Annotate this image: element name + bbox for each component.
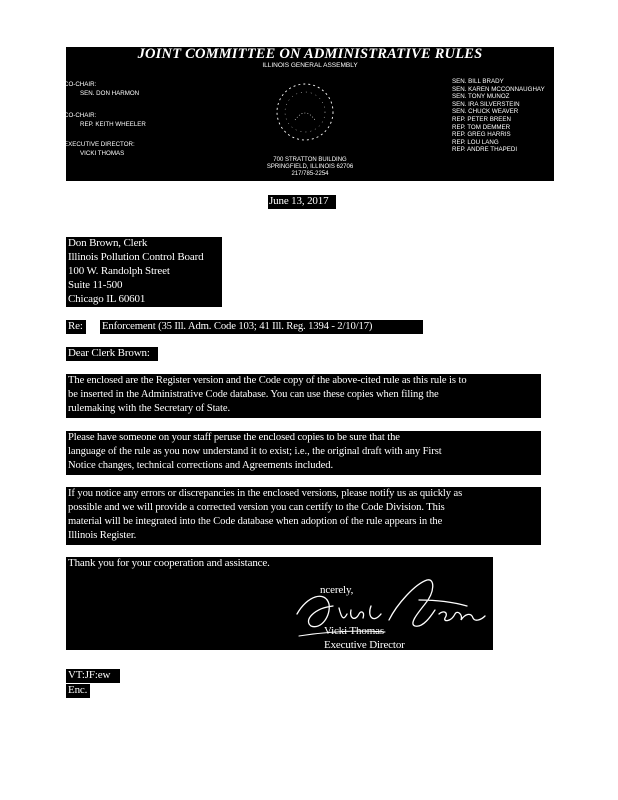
re-label: Re:	[68, 320, 83, 332]
member-4: SEN. IRA SILVERSTEIN	[452, 100, 520, 108]
salutation: Dear Clerk Brown:	[68, 347, 150, 359]
phone: 217/785-2254	[291, 171, 329, 177]
committee-subtitle: ILLINOIS GENERAL ASSEMBLY	[262, 62, 358, 69]
paragraph-3-line-3: material will be integrated into the Code database when adoption of the rule appears in the	[68, 516, 443, 527]
recipient-line-3: 100 W. Randolph Street	[68, 265, 170, 277]
recipient-line-4: Suite 11-500	[68, 279, 123, 291]
initials-block	[66, 669, 120, 683]
paragraph-2-line-2: language of the rule as you now understand it to exist; i.e., the original draft with any First	[68, 446, 442, 457]
thanks-line: Thank you for your cooperation and assistance.	[68, 557, 270, 569]
handwritten-signature	[285, 570, 495, 640]
paragraph-3	[66, 487, 541, 545]
recipient-line-1: Don Brown, Clerk	[68, 237, 148, 249]
letterhead	[66, 47, 554, 181]
closing-line: ncerely,	[320, 584, 354, 596]
paragraph-2	[66, 431, 541, 475]
recipient-address	[66, 237, 222, 307]
address-line-2: SPRINGFIELD, ILLINOIS 62706	[266, 164, 354, 170]
director-name: VICKI THOMAS	[80, 150, 125, 157]
member-3: SEN. TONY MUNOZ	[452, 93, 510, 101]
date-block	[268, 195, 336, 209]
cochair2-label: CO-CHAIR:	[64, 112, 97, 119]
paragraph-3-line-2: possible and we will provide a corrected version you can certify to the Code Division. This	[68, 502, 445, 513]
director-label: EXECUTIVE DIRECTOR:	[64, 141, 135, 148]
paragraph-1-line-3: rulemaking with the Secretary of State.	[68, 403, 231, 414]
member-5: SEN. CHUCK WEAVER	[452, 108, 519, 116]
enclosure: Enc.	[68, 684, 88, 696]
initials: VT:JF:ew	[68, 669, 111, 681]
cochair2-name: REP. KEITH WHEELER	[80, 121, 146, 128]
letter-date: June 13, 2017	[269, 195, 329, 207]
recipient-line-2: Illinois Pollution Control Board	[68, 251, 204, 263]
salutation-block	[66, 347, 158, 361]
signer-title: Executive Director	[324, 639, 405, 651]
paragraph-1-line-2: be inserted in the Administrative Code database. You can use these copies when filing the	[68, 389, 439, 400]
paragraph-2-line-3: Notice changes, technical corrections and Agreements included.	[68, 460, 334, 471]
paragraph-1-line-1: The enclosed are the Register version and the Code copy of the above-cited rule as this rule is to	[68, 375, 467, 386]
member-9: REP. LOU LANG	[452, 138, 499, 146]
re-label-block	[66, 320, 86, 334]
paragraph-2-line-1: Please have someone on your staff peruse the enclosed copies to be sure that the	[68, 432, 400, 443]
enclosure-block	[66, 684, 90, 698]
paragraph-3-line-1: If you notice any errors or discrepancies in the enclosed versions, please notify us as quickly as	[68, 488, 463, 499]
cochair1-label: CO-CHAIR:	[64, 81, 97, 88]
committee-title: JOINT COMMITTEE ON ADMINISTRATIVE RULES	[137, 46, 483, 62]
member-8: REP. GREG HARRIS	[452, 131, 511, 139]
member-7: REP. TOM DEMMER	[452, 123, 511, 131]
re-subject-block	[100, 320, 423, 334]
recipient-line-5: Chicago IL 60601	[68, 293, 146, 305]
member-1: SEN. BILL BRADY	[452, 78, 504, 85]
signer-name: Vicki Thomas	[324, 625, 384, 637]
cochair1-name: SEN. DON HARMON	[80, 90, 140, 97]
re-subject: Enforcement (35 Ill. Adm. Code 103; 41 Ill. Reg. 1394 - 2/10/17)	[102, 320, 373, 332]
committee-address	[206, 157, 414, 178]
address-line-1: 700 STRATTON BUILDING	[273, 157, 347, 163]
state-seal-icon	[273, 80, 337, 144]
member-10: REP. ANDRE THAPEDI	[452, 146, 518, 154]
paragraph-1	[66, 374, 541, 418]
member-2: SEN. KAREN MCCONNAUGHAY	[452, 85, 545, 93]
paragraph-3-line-4: Illinois Register.	[68, 530, 137, 541]
member-6: REP. PETER BREEN	[452, 116, 512, 123]
